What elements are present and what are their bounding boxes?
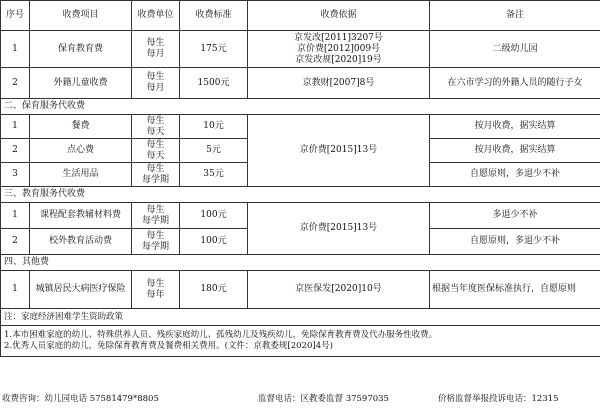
row-item: 餐费 (30, 115, 132, 139)
row-item: 课程配套教辅材料费 (30, 203, 132, 229)
row-no: 2 (1, 68, 30, 99)
header-remark: 备注 (430, 1, 600, 31)
row-item: 城镇居民大病医疗保险 (30, 271, 132, 309)
section-row (1, 255, 600, 271)
row-remark: 根据当年度医保标准执行，自愿原则 (430, 271, 600, 309)
row-unit: 每生 每月 (132, 31, 180, 68)
footer-complaint: 价格监督举报投诉电话：12315 (438, 394, 559, 404)
row-no: 2 (1, 229, 30, 255)
row-remark: 自愿原则，多退少不补 (430, 163, 600, 187)
row-basis: 京价费[2015]13号 (248, 115, 430, 187)
row-standard: 180元 (180, 271, 248, 309)
row-basis: 京价费[2015]13号 (248, 203, 430, 255)
note-label-row (1, 309, 600, 326)
section-title: 三、教育服务代收费 (1, 187, 600, 203)
header-standard: 收费标准 (180, 1, 248, 31)
row-no: 1 (1, 271, 30, 309)
row-unit: 每生 每天 (132, 115, 180, 139)
table-row (1, 68, 600, 99)
header-unit: 收费单位 (132, 1, 180, 31)
table-row (1, 271, 600, 309)
row-item: 外籍儿童收费 (30, 68, 132, 99)
table-row (1, 31, 600, 68)
header-no: 序号 (1, 1, 30, 31)
section-row (1, 99, 600, 115)
row-remark: 二级幼儿园 (430, 31, 600, 68)
row-unit: 每生 每学期 (132, 229, 180, 255)
note-item: 1.本市困难家庭的幼儿、特殊供养人员、残疾家庭幼儿、孤残幼儿及残疾幼儿，免除保育教育费及代办服务性收费。 (4, 330, 438, 340)
header-basis: 收费依据 (248, 1, 430, 31)
section-row (1, 187, 600, 203)
note-label: 注：家庭经济困难学生资助政策 (1, 309, 600, 326)
row-unit: 每生 每年 (132, 271, 180, 309)
row-item: 保育教育费 (30, 31, 132, 68)
footer-supervise: 监督电话：区教委监督 37597035 (258, 394, 389, 404)
note-item: 2.优秀人员家庭的幼儿，免除保育教育费及餐费相关费用。(文件：京教委规[2020]4号) (4, 341, 333, 351)
table-row (1, 115, 600, 139)
row-unit: 每生 每学期 (132, 163, 180, 187)
row-unit: 每生 每学期 (132, 203, 180, 229)
row-item: 生活用品 (30, 163, 132, 187)
row-remark: 在六市学习的外籍人员的随行子女 (430, 68, 600, 99)
row-no: 2 (1, 139, 30, 163)
row-unit: 每生 每月 (132, 68, 180, 99)
row-remark: 自愿原则，多退少不补 (430, 229, 600, 255)
row-item: 校外教育活动费 (30, 229, 132, 255)
row-standard: 175元 (180, 31, 248, 68)
header-row (1, 1, 600, 31)
row-standard: 10元 (180, 115, 248, 139)
footer (0, 392, 600, 406)
row-basis: 京教财[2007]8号 (248, 68, 430, 99)
row-no: 1 (1, 115, 30, 139)
row-item: 点心费 (30, 139, 132, 163)
row-standard: 100元 (180, 203, 248, 229)
notes (1, 326, 600, 357)
section-title: 二、保育服务代收费 (1, 99, 600, 115)
row-standard: 35元 (180, 163, 248, 187)
row-standard: 5元 (180, 139, 248, 163)
footer-hotline: 收费咨询：幼儿园电话 57581479*8805 (2, 394, 159, 404)
row-no: 3 (1, 163, 30, 187)
row-no: 1 (1, 203, 30, 229)
row-basis: 京医保发[2020]10号 (248, 271, 430, 309)
row-basis: 京发改[2011]3207号 京价费[2012]009号 京发改规[2020]19号 (248, 31, 430, 68)
header-item: 收费项目 (30, 1, 132, 31)
row-standard: 1500元 (180, 68, 248, 99)
row-remark: 按月收费，据实结算 (430, 139, 600, 163)
row-standard: 100元 (180, 229, 248, 255)
notes-row (1, 326, 600, 357)
row-no: 1 (1, 31, 30, 68)
row-remark: 按月收费，据实结算 (430, 115, 600, 139)
section-title: 四、其他费 (1, 255, 600, 271)
table-row (1, 203, 600, 229)
row-remark: 多退少不补 (430, 203, 600, 229)
row-unit: 每生 每天 (132, 139, 180, 163)
